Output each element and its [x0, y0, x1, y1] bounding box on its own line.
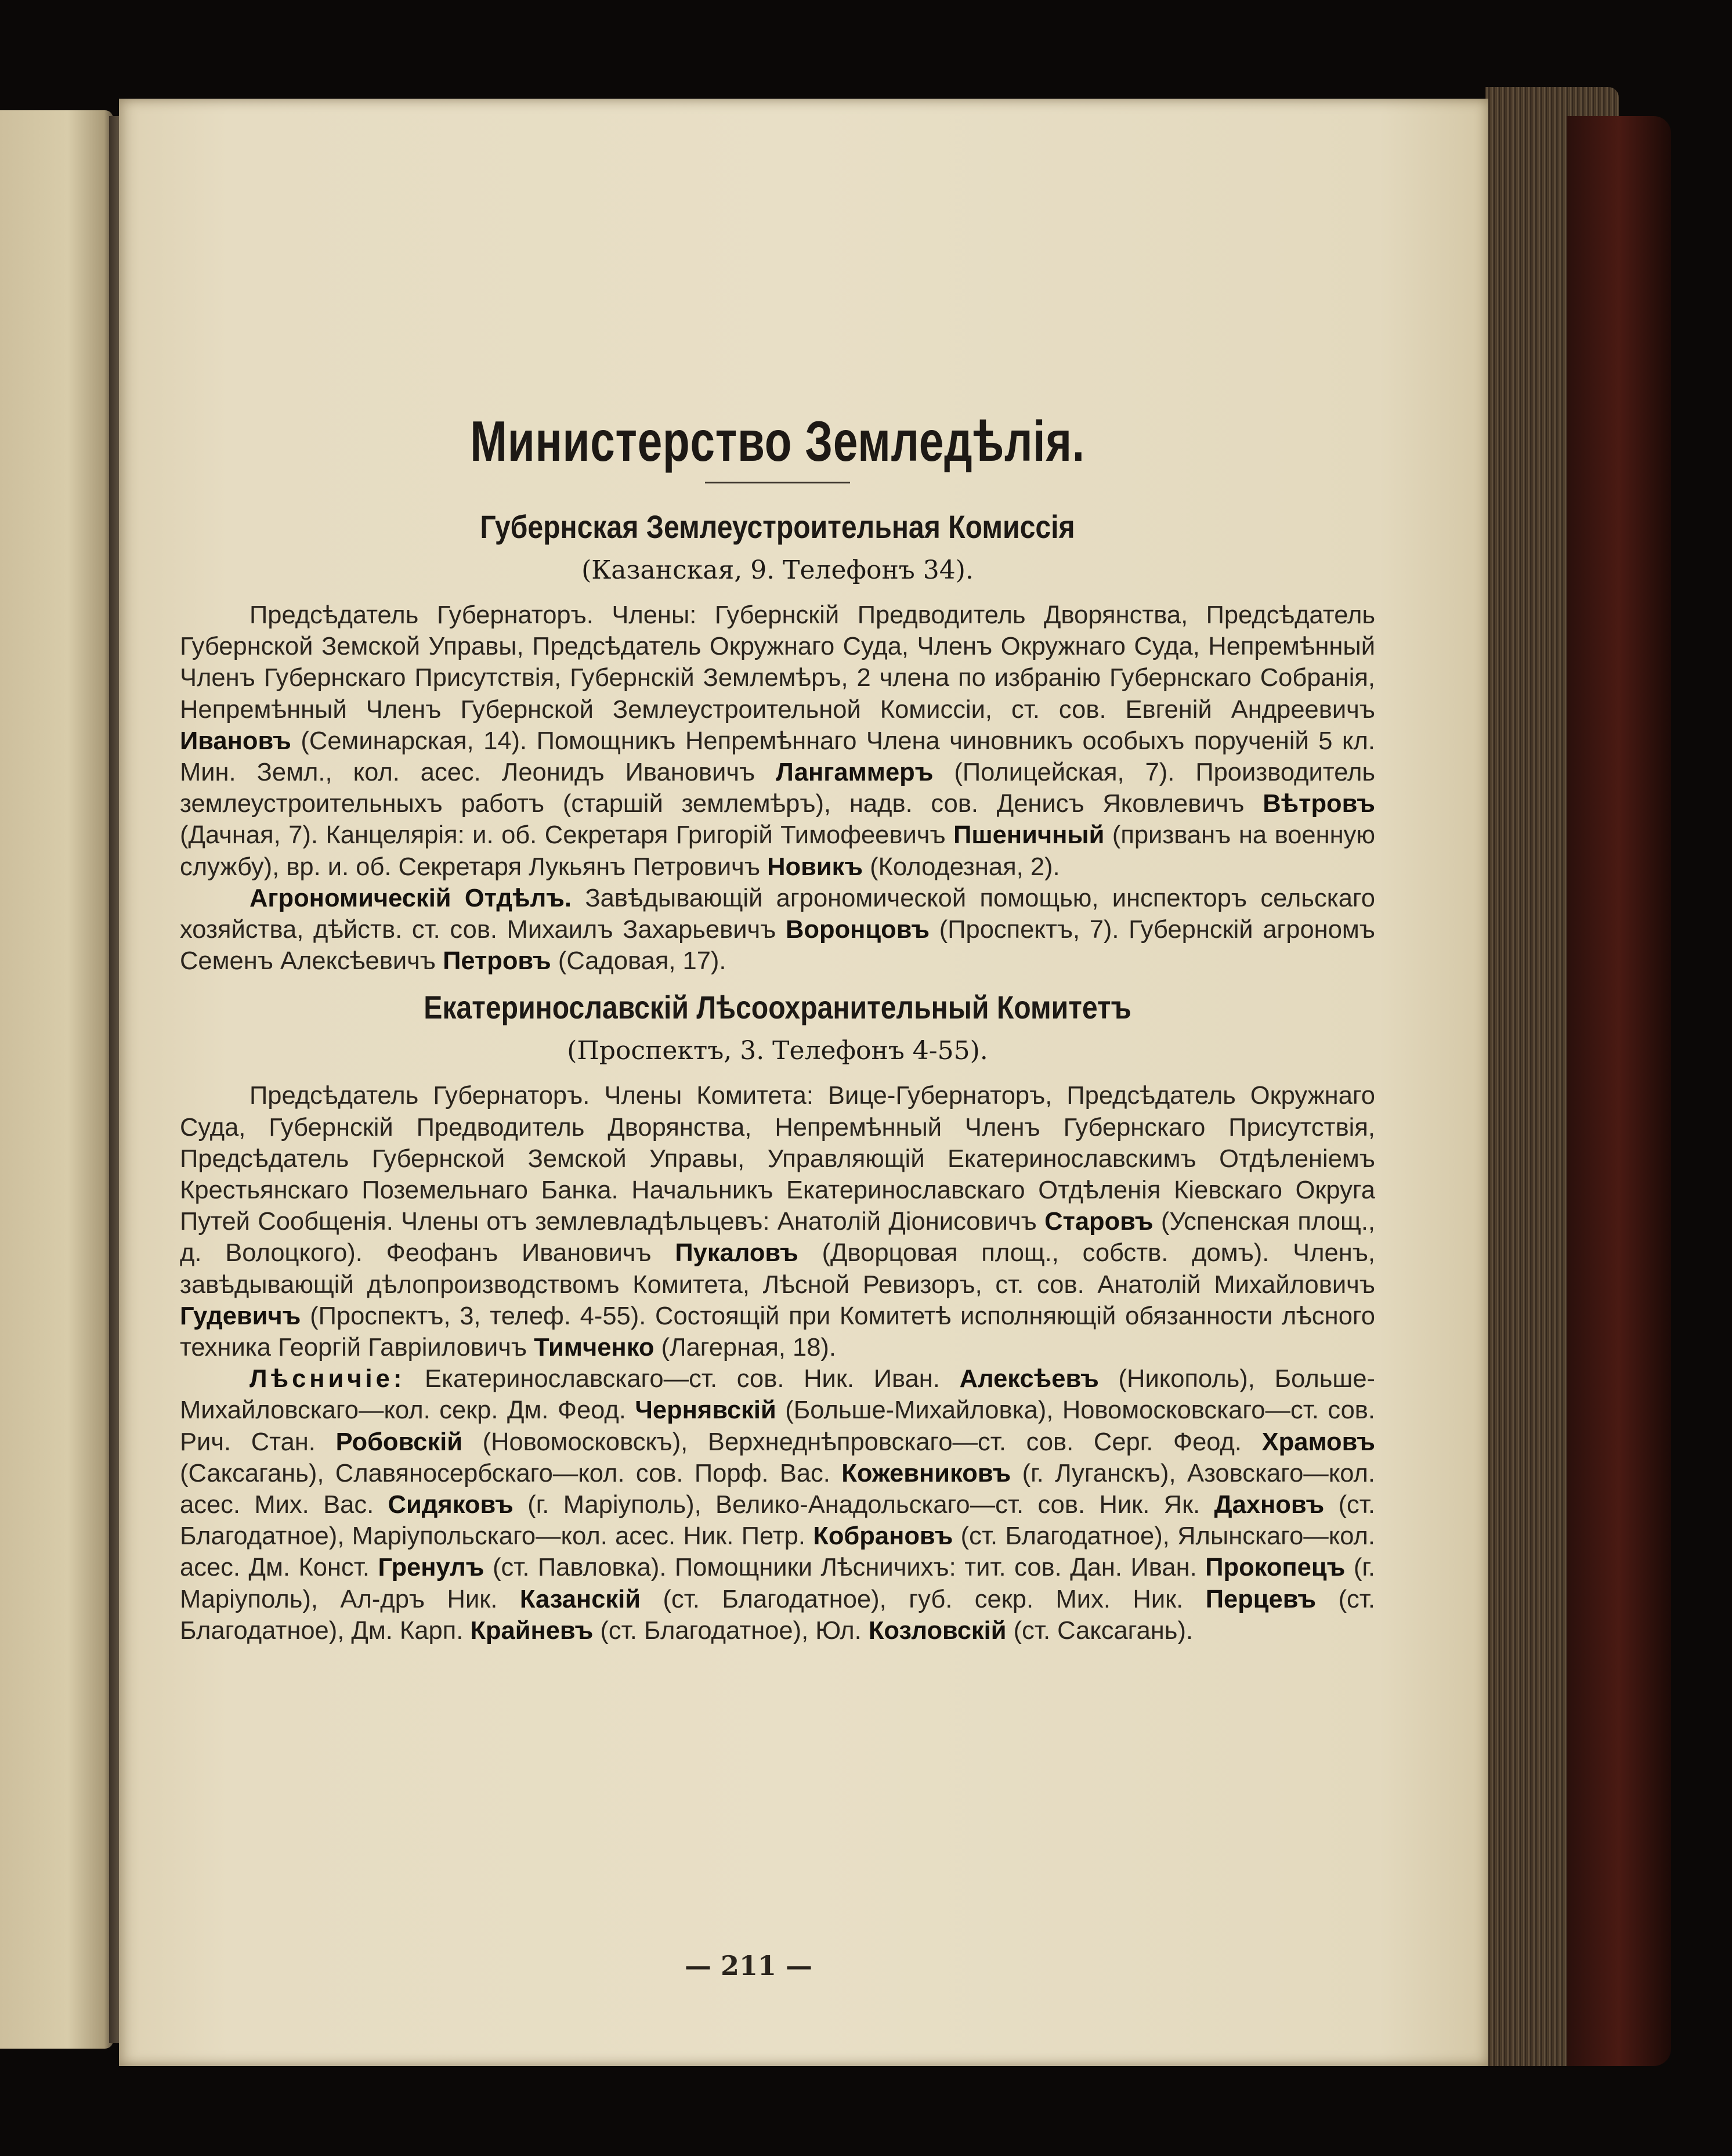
- page-number: — 211 —: [684, 1950, 813, 1981]
- section-paragraph: Агрономическій Отдѣлъ. Завѣдывающій агрономической помощью, инспекторъ сельскаго хозяйства, дѣйств. ст. сов. Михаилъ Захарьевичъ Воронцовъ (Проспектъ, 7). Губернскій агрономъ Семенъ Алексѣевичъ Петровъ (Садовая, 17).: [180, 884, 1375, 976]
- section-heading: Губернская Землеустроительная Комиссія: [480, 508, 1075, 545]
- left-page-edge: [0, 110, 113, 2049]
- section-address: (Казанская, 9. Телефонъ 34).: [581, 555, 974, 585]
- title-divider: [705, 482, 850, 483]
- page-content: [180, 406, 1375, 1646]
- section-forest-committee: [180, 987, 1375, 1646]
- section-address: (Проспектъ, 3. Телефонъ 4-55).: [567, 1036, 988, 1066]
- section-paragraph: Лѣсничіе: Екатеринославскаго—ст. сов. Ник. Иван. Алексѣевъ (Никополь), Больше-Михайловскаго—кол. секр. Дм. Феод. Чернявскій (Больше-Михайловка), Новомосковскаго—ст. сов. Рич. Стан. Робовскій (Новомосковскъ), Верхнеднѣпровскаго—ст. сов. Серг. Феод. Храмовъ (Саксагань), Славяносербскаго—кол. сов. Порф. Вас. Кожевниковъ (г. Луганскъ), Азовскаго—кол. асес. Мих. Вас. Сидяковъ (г. Маріуполь), Велико-Анадольскаго—ст. сов. Ник. Як. Дахновъ (ст. Благодатное), Маріупольскаго—кол. асес. Ник. Петр. Кобрановъ (ст. Благодатное), Ялынскаго—кол. асес. Дм. Конст. Гренулъ (ст. Павловка). Помощники Лѣсничихъ: тит. сов. Дан. Иван. Прокопецъ (г. Маріуполь), Ал-дръ Ник. Казанскій (ст. Благодатное), губ. секр. Мих. Ник. Перцевъ (ст. Благодатное), Дм. Карп. Крайневъ (ст. Благодатное), Юл. Козловскій (ст. Саксагань).: [180, 1365, 1376, 1645]
- section-land-commission: [180, 507, 1375, 977]
- book-cover: [1567, 116, 1671, 2066]
- section-heading: Екатеринославскій Лѣсоохранительный Комитетъ: [424, 989, 1131, 1026]
- section-paragraph: Предсѣдатель Губернаторъ. Члены: Губернскій Предводитель Дворянства, Предсѣдатель Губернской Земской Управы, Предсѣдатель Окружнаго Суда, Членъ Окружнаго Суда, Непремѣнный Членъ Губернскаго Присутствія, Губернскій Землемѣръ, 2 члена по избранію Губернскаго Собранія, Непремѣнный Членъ Губернской Землеустроительной Комиссіи, ст. сов. Евгеній Андреевичъ Ивановъ (Семинарская, 14). Помощникъ Непремѣннаго Члена чиновникъ особыхъ порученій 5 кл. Мин. Земл., кол. асес. Леонидъ Ивановичъ Лангаммеръ (Полицейская, 7). Производитель землеустроительныхъ работъ (старшій землемѣръ), надв. сов. Денисъ Яковлевичъ Вѣтровъ (Дачная, 7). Канцелярія: и. об. Секретаря Григорій Тимофеевичъ Пшеничный (призванъ на военную службу), вр. и. об. Секретаря Лукьянъ Петровичъ Новикъ (Колодезная, 2).: [180, 601, 1376, 881]
- section-paragraph: Предсѣдатель Губернаторъ. Члены Комитета: Вице-Губернаторъ, Предсѣдатель Окружнаго Суда, Губернскій Предводитель Дворянства, Непремѣнный Членъ Губернскаго Присутствія, Предсѣдатель Губернской Земской Управы, Управляющій Екатеринославскимъ Отдѣленіемъ Крестьянскаго Поземельнаго Банка. Начальникъ Екатеринославскаго Отдѣленія Кіевскаго Округа Путей Сообщенія. Члены отъ землевладѣльцевъ: Анатолій Діонисовичъ Старовъ (Успенская площ., д. Волоцкого). Феофанъ Ивановичъ Пукаловъ (Дворцовая площ., собств. домъ). Членъ, завѣдывающій дѣлопроизводствомъ Комитета, Лѣсной Ревизоръ, ст. сов. Анатолій Михайловичъ Гудевичъ (Проспектъ, 3, телеф. 4-55). Состоящій при Комитетѣ исполняющій обязанности лѣсного техника Георгій Гавріиловичъ Тимченко (Лагерная, 18).: [180, 1082, 1376, 1362]
- main-title: Министерство Земледѣлія.: [470, 409, 1085, 473]
